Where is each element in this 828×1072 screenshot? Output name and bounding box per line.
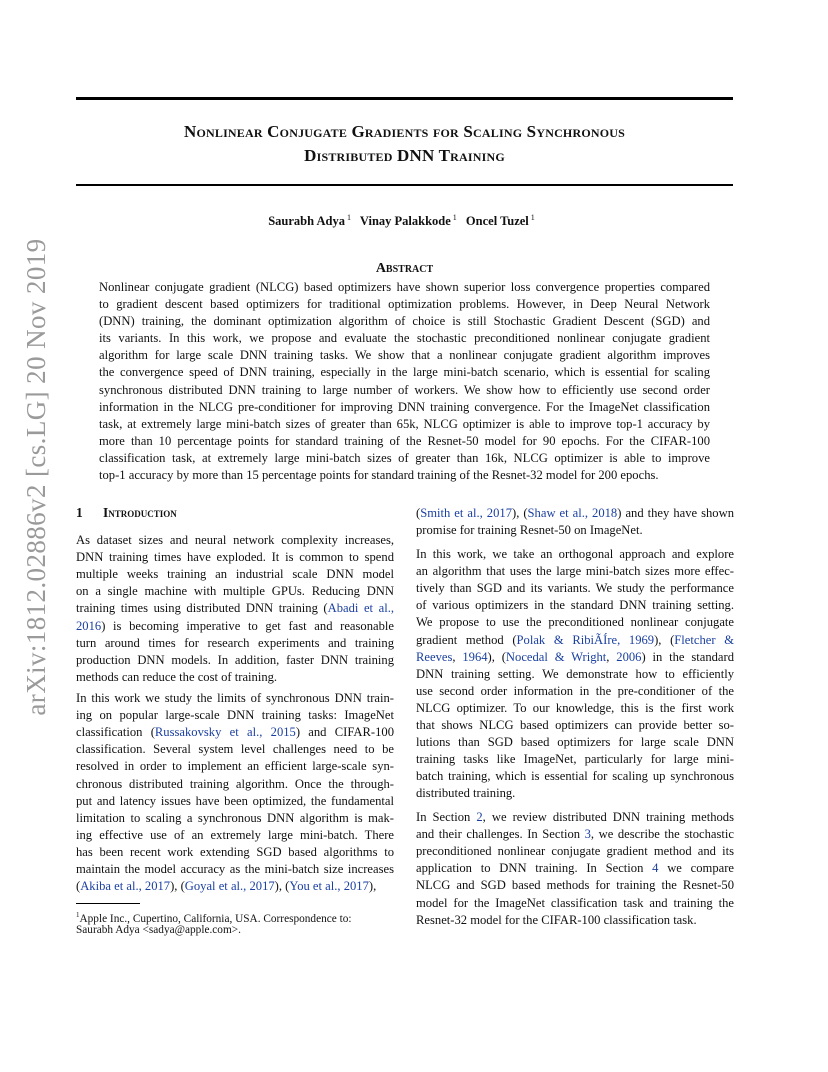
citation-link[interactable]: You et al., 2017 [289,879,369,894]
text-run: , we review distributed DNN training methods [482,810,734,824]
arxiv-identifier-stamp: arXiv:1812.02886v2 [cs.LG] 20 Nov 2019 [21,238,51,716]
text-line: ing effective use of an extremely large mini-batch. There [76,827,394,842]
text-run: ), ( [654,632,675,647]
section-number: 1 [76,505,83,520]
citation-link[interactable]: Akiba et al., 2017 [80,879,171,894]
text-run: In Section [416,810,477,824]
text-line: ing on popular large-scale DNN training tasks: ImageNet [76,708,394,723]
text-line: tively than SGD and its variants. We study the performance [416,581,734,596]
text-run: , we describe the stochastic [590,827,734,842]
abstract-heading: Abstract [375,261,434,276]
text-run: ), ( [487,649,506,664]
author-name: Vinay Palakkode [359,214,451,229]
citation-link[interactable]: 2006 [616,649,642,664]
footnote-rule [76,903,140,904]
text-line: maintain the model accuracy as the mini-batch size increases [76,862,394,876]
text-run: , [606,649,617,664]
text-line: In this work, we take an orthogonal approach and explore [416,547,734,561]
author-affiliation: 1 [347,213,351,222]
abstract-line: more than 10 percentage points for standard training of the Resnet-50 model for 90 epochs. For the CIFAR-100 [99,433,710,448]
text-line [416,632,734,649]
text-line: promise for training Resnet-50 on ImageNet. [416,523,643,538]
text-line: As dataset sizes and neural network complexity increases, [76,533,394,547]
text-run: ) and CIFAR-100 [295,725,394,740]
text-line: DNN training times have exploded. It is common to spend [76,550,394,565]
abstract-line: information in the NLCG pre-conditioner for improving DNN training convergence. For the ImageNet classification [99,399,710,414]
text-line: has been recent work extending SGD based algorithms to [76,844,394,859]
author-affiliation: 1 [530,213,535,222]
abstract-line: task, at extremely large mini-batch sizes of greater than 65k, NLCG optimizer is able to improve top-1 accuracy by [99,416,710,431]
text-line: on a single machine with multiple GPUs. Reducing DNN [76,584,394,599]
abstract-line: to gradient descent based optimizers for traditional optimization problems. However, in Deep Neural Network [99,297,710,312]
text-line [76,878,394,895]
abstract-line: its variants. In this work, we propose and evaluate the stochastic preconditioned nonlinear conjugate gradient [99,331,710,346]
citation-link[interactable]: Polak & RibiÃÍre, 1969 [516,632,655,647]
author-affiliation: 1 [452,213,457,222]
citation-link[interactable]: 2016 [76,618,102,633]
text-run: ( [416,506,421,520]
text-run: ) is becoming imperative to get fast and reasonable [101,618,394,633]
text-run: classification ( [76,725,155,740]
text-run: ) and they have shown [617,506,734,520]
footnote-marker: 1 [76,911,80,919]
section-title: Introduction [103,505,177,520]
text-line: batch training, which is essential for scaling up synchronous [416,769,734,784]
abstract-line: algorithm for large scale DNN training tasks. We show that a nonlinear conjugate gradient algorithm improves [99,348,710,363]
text-run: training times using distributed DNN training ( [76,601,328,616]
title-rule-top [76,97,733,100]
text-run: application to DNN training. In Section [416,861,653,876]
footnote-line-2: Saurabh Adya <sadya@apple.com>. [76,924,241,936]
citation-link[interactable]: 2 [476,810,483,824]
text-line: that shows NLCG based optimizers can provide better so- [416,718,734,732]
author-list [76,213,733,229]
text-line [416,860,734,877]
citation-link[interactable]: Abadi et al., [327,601,394,616]
text-line: preconditioned nonlinear conjugate gradient method and its [416,844,734,859]
text-line: limitation to scaling a synchronous DNN algorithm is mak- [76,810,394,825]
text-line: classification. Several system level challenges need to be [76,742,394,757]
text-line: lutions than SGD based optimizers for large scale DNN [416,735,734,750]
text-line: methods can reduce the cost of training. [76,669,278,684]
text-line: chronous distributed training algorithm. Once the through- [76,776,394,791]
text-line: resolved in order to implement an efficient large-scale syn- [76,759,394,774]
title-rule-bottom [76,184,733,186]
citation-link[interactable]: 1964 [462,649,488,664]
text-run: , [452,649,463,664]
text-run: ( [76,879,81,894]
text-line: In this work we study the limits of synchronous DNN train- [76,691,394,705]
text-run: gradient method ( [416,632,517,647]
citation-link[interactable]: 3 [584,827,591,842]
citation-link[interactable]: Fletcher & [674,632,734,647]
text-line: Resnet-32 model for the CIFAR-100 classification task. [416,912,697,927]
text-line: multiple weeks training an industrial scale DNN model [76,567,394,582]
abstract-line: top-1 accuracy by more than 15 percentage points for standard training of the Resnet-32 model for 200 epochs. [99,468,659,483]
abstract-line: classification task, at extremely large mini-batch sizes of greater than 16k, NLCG optimizer is able to improve [99,450,710,465]
text-run: ), ( [274,879,290,894]
citation-link[interactable]: 4 [652,861,659,876]
paper-title-line-1: Nonlinear Conjugate Gradients for Scaling Synchronous [183,122,626,141]
abstract-line: Nonlinear conjugate gradient (NLCG) based optimizers have shown superior loss convergence properties compared [99,280,710,294]
citation-link[interactable]: Russakovsky et al., 2015 [154,725,296,740]
abstract-line: (DNN) training, the dominant optimization algorithm of choice is still Stochastic Gradient Descent (SGD) and [99,314,710,329]
text-line [416,826,734,843]
text-run: ) in the standard [641,649,734,664]
footnote-line-1 [76,908,394,923]
citation-link[interactable]: Reeves [416,649,453,664]
text-line: DNN training setting. We demonstrate how to efficiently [416,666,734,681]
text-line: NLCG and SGD based methods for training the Resnet-50 [416,878,734,893]
text-line: We propose to use the preconditioned nonlinear conjugate [416,615,734,630]
abstract-line: the convergence speed of DNN training, especially in the large mini-batch scenario, which is essential for scaling [99,365,710,380]
footnote-text: Apple Inc., Cupertino, California, USA. Correspondence to: [79,912,352,925]
citation-link[interactable]: Shaw et al., 2018 [527,506,618,520]
text-line [76,724,394,741]
text-line: put and latency issues have been optimized, the fundamental [76,793,394,808]
paper-title-line-2: Distributed DNN Training [304,146,505,165]
abstract-body [99,279,710,484]
author-name: Saurabh Adya [268,214,345,229]
text-line: use second order information in the pre-conditioner of the [416,683,734,698]
text-line [76,618,394,635]
text-line [416,809,734,826]
abstract-line: synchronous distributed DNN training to large number of workers. We show how to efficiently use second order [99,382,710,397]
text-line [416,649,734,666]
text-run: ), ( [170,879,185,894]
text-run: ), ( [512,506,528,520]
text-line: training tasks like ImageNet, particularly for large mini- [416,752,734,767]
author-name: Oncel Tuzel [465,214,529,229]
citation-link[interactable]: Nocedal & Wright [505,649,607,664]
text-line: an algorithm that uses the large mini-batch sizes more effec- [416,564,734,579]
text-line [416,505,734,522]
text-run: and their challenges. In Section [416,827,585,842]
citation-link[interactable]: Goyal et al., 2017 [184,879,275,894]
text-line: distributed training. [416,786,516,801]
text-line: production DNN models. In addition, faster DNN training [76,652,394,667]
text-run: ), [368,879,377,894]
text-line: turn around times for research experiments and training [76,635,394,650]
text-line: NLCG optimizer. To our knowledge, this is the first work [416,700,734,715]
text-line [76,600,394,617]
text-run: we compare [658,861,734,876]
text-line: model for the ImageNet classification task and training the [416,895,734,910]
text-line: of various optimizers in the standard DNN training setting. [416,598,734,613]
citation-link[interactable]: Smith et al., 2017 [420,506,512,520]
